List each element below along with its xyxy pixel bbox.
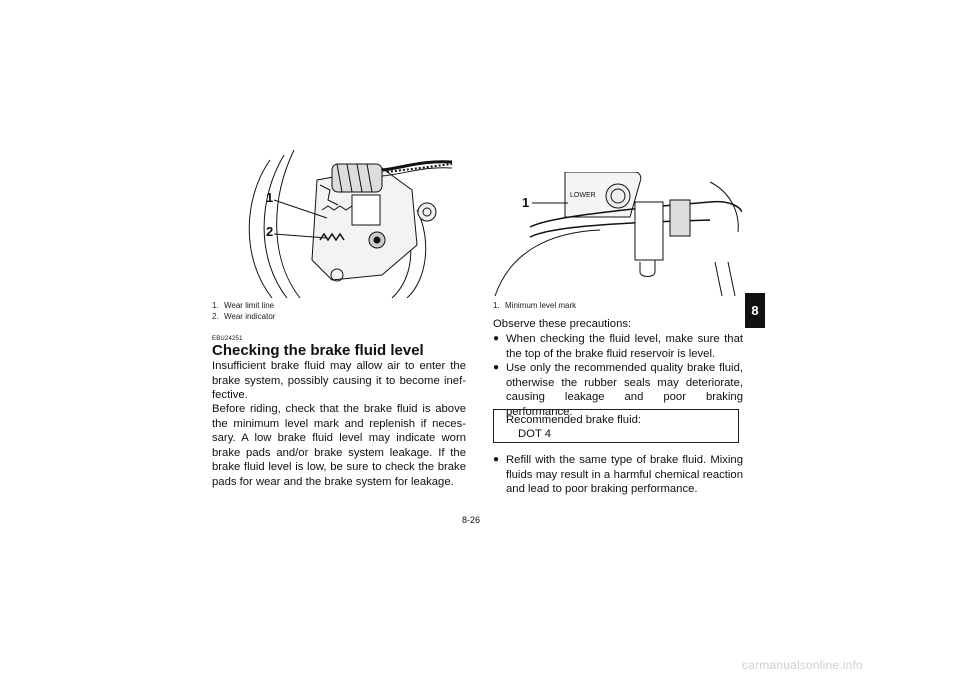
paragraph: Before riding, check that the brake fluid is above the minimum level mark and replenish if neces-sary. A low brake fluid level may indicate worn brake pads and/or brake system leakage. If the brake fluid level is low, be sure to check the brake pads for wear and the brake system for leakage. — [212, 403, 466, 488]
callout-1: 1 — [266, 190, 274, 205]
caption-row: 1. Minimum level mark — [493, 301, 577, 310]
bullet-icon: ● — [493, 333, 500, 344]
paragraph: Insufficient brake fluid may allow air to enter the brake system, possibly causing it to become inef-fective. — [212, 360, 466, 401]
precautions-intro: Observe these precautions: — [493, 318, 632, 330]
spec-label: Recommended brake fluid: — [506, 414, 642, 426]
caption-right — [493, 300, 576, 311]
brake-caliper-illustration — [212, 150, 475, 298]
callout-1: 1 — [522, 195, 530, 210]
caption-row: 2. Wear indicator — [212, 312, 276, 321]
brake-reservoir-illustration — [490, 172, 742, 296]
caption-row: 1. Wear limit line — [212, 301, 275, 310]
list-item: ● Use only the recommended quality brake fluid, otherwise the rubber seals may deteriorate, causing leakage and poor braking performance. — [493, 362, 743, 418]
caption-left — [212, 300, 275, 322]
bullet-icon: ● — [493, 454, 500, 465]
chapter-tab: 8 — [745, 293, 765, 328]
callout-2: 2 — [266, 224, 274, 239]
list-item: ● When checking the fluid level, make sure that the top of the brake fluid reservoir is level. — [493, 333, 743, 360]
list-item: ● Refill with the same type of brake fluid. Mixing fluids may result in a harmful chemical reaction and lead to poor braking performance. — [493, 454, 743, 495]
bullet-icon: ● — [493, 362, 500, 373]
section-code: EBU24251 — [212, 336, 243, 342]
section-heading: Checking the brake fluid level — [212, 342, 424, 359]
precautions-list — [493, 453, 743, 497]
page-number: 8-26 — [462, 515, 481, 525]
spec-value: DOT 4 — [518, 428, 552, 440]
reservoir-lower-label: LOWER — [570, 192, 596, 199]
watermark: carmanualsonline.info — [742, 658, 863, 672]
recommended-fluid-box — [493, 409, 739, 443]
precautions-list — [493, 332, 743, 419]
